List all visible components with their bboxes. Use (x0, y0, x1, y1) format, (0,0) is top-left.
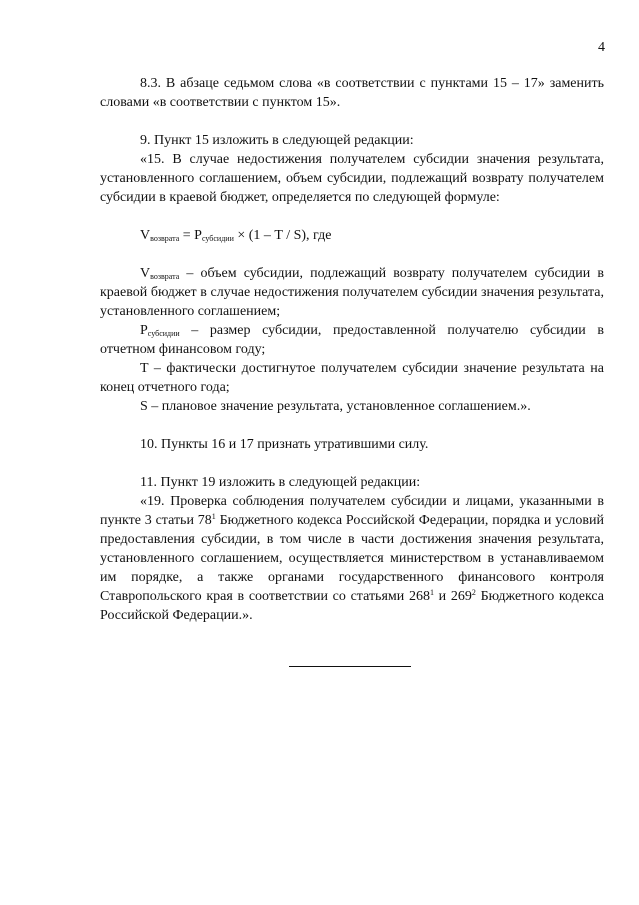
formula-rest: × (1 – T / S), где (233, 228, 332, 243)
page-number: 4 (598, 40, 605, 55)
paragraph-9-heading: 9. Пункт 15 изложить в следующей редакции: (140, 133, 414, 148)
document-body (100, 74, 604, 625)
definition-p: $P_{субсидии}$ – размер субсидии, предоставленной получателю субсидии в отчетном финансовом году; (100, 323, 604, 357)
formula-v-subscript: возврата (150, 234, 180, 243)
paragraph-11-heading: 11. Пункт 19 изложить в следующей редакции: (140, 475, 421, 490)
paragraph-8-3: 8.3. В абзаце седьмом слова «в соответствии с пунктами 15 – 17» заменить словами «в соответствии с пунктом 15». (100, 76, 604, 110)
definition-v: $V_{возврата}$ – объем субсидии, подлежащий возврату получателем субсидии в краевой бюджет в случае недостижения получателем субсидии значения результата, установленного соглашением; (100, 266, 604, 319)
formula (100, 226, 604, 245)
definition-s: S – плановое значение результата, установленное соглашением.». (140, 399, 531, 414)
definition-t: T – фактически достигнутое получателем субсидии значение результата на конец отчетного года; (100, 361, 604, 395)
formula-v: V (140, 228, 151, 243)
paragraph-10: 10. Пункты 16 и 17 признать утратившими силу. (140, 437, 429, 452)
end-of-text-rule (289, 666, 411, 667)
formula-eq: = P (179, 228, 202, 243)
paragraph-11-text: «19. Проверка соблюдения получателем субсидии и лицами, указанными в пункте 3 статьи $78^1$ Бюджетного кодекса Российской Федерации, порядка и условий предоставления субсидии, в том числе в части достижения значения результата, установленного соглашением, осуществляется министерством в устанавливаемом им порядке, а также органами государственного финансового контроля Ставропольского края в соответствии со статьями $268^1$ и $269^2$ Бюджетного кодекса Российской Федерации.». (100, 494, 604, 623)
paragraph-9-text: «15. В случае недостижения получателем субсидии значения результата, установленного соглашением, объем субсидии, подлежащий возврату получателем субсидии в краевой бюджет, определяется по следующей формуле: (100, 152, 604, 205)
formula-p-subscript: субсидии (201, 234, 234, 243)
